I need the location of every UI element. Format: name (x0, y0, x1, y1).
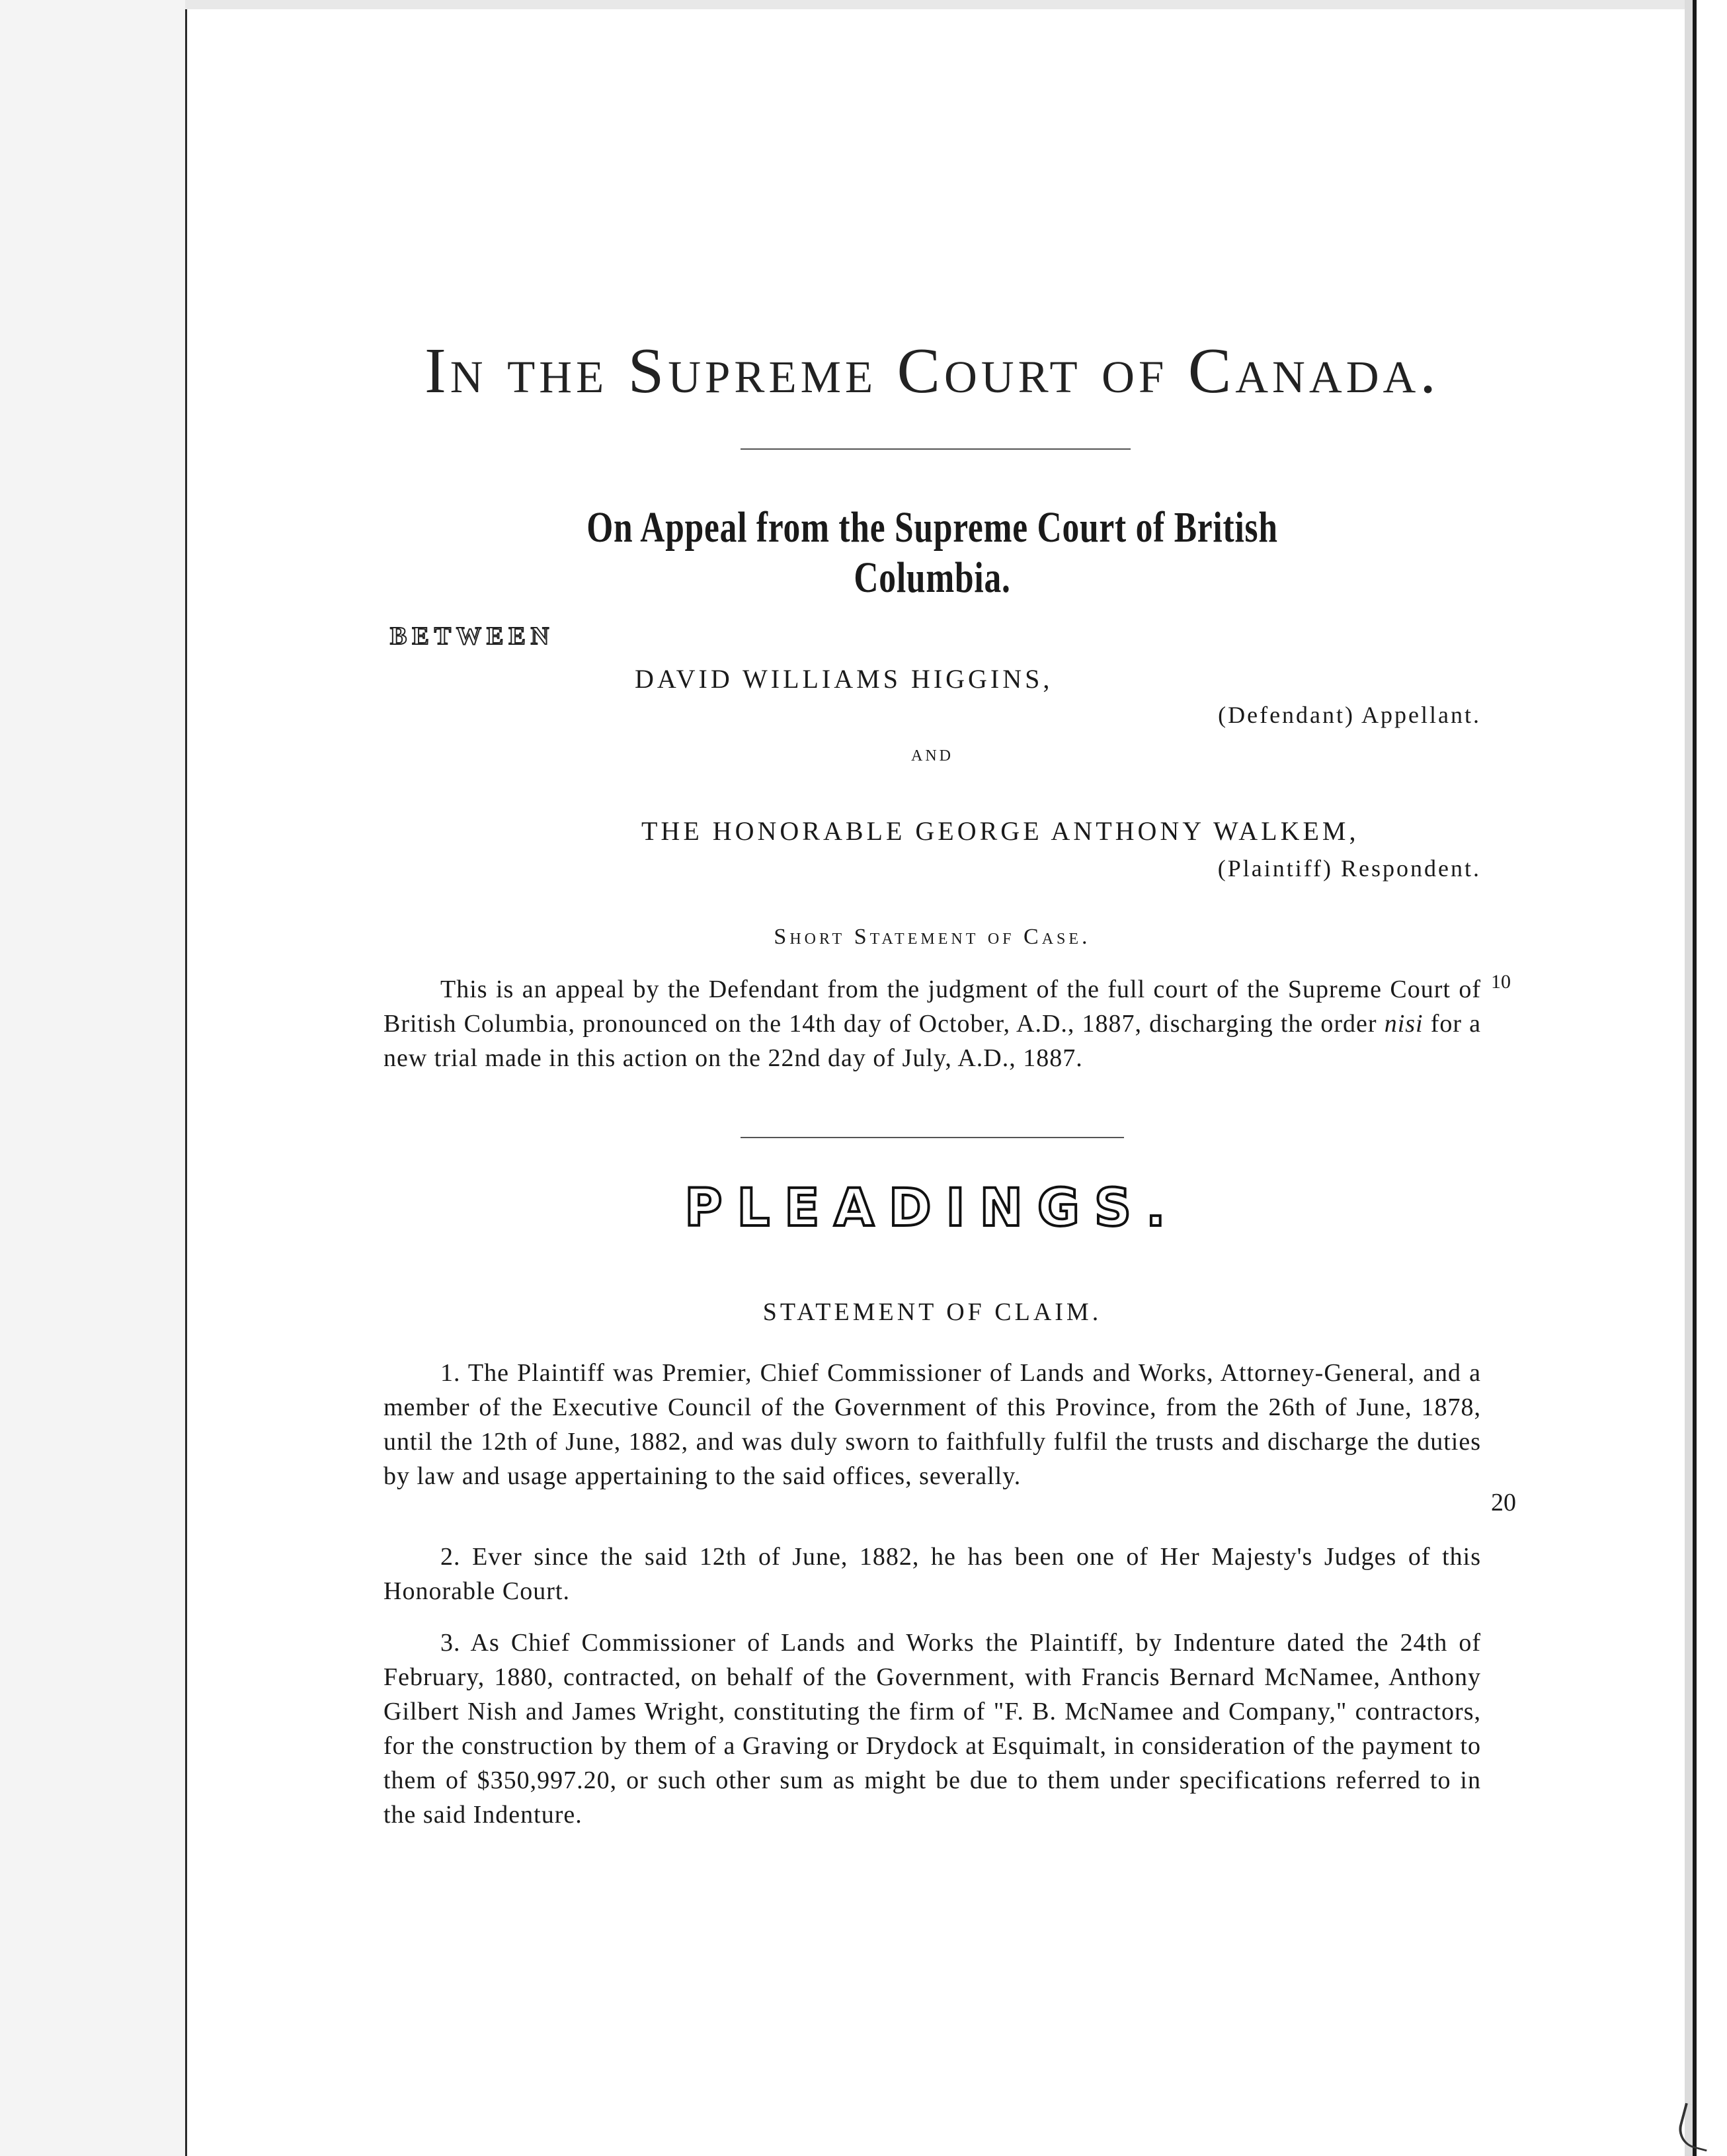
claim-paragraph-2 (383, 1540, 1481, 1608)
between-label: BETWEEN (390, 622, 555, 650)
respondent-name: THE HONORABLE GEORGE ANTHONY WALKEM, (641, 816, 1359, 846)
appellant-name: DAVID WILLIAMS HIGGINS, (635, 664, 1053, 694)
short-statement-text-end: for a new trial made in this action on the 22nd day of July, A.D., 1887. (383, 1010, 1481, 1072)
court-title: In the Supreme Court of Canada. (424, 335, 1440, 407)
short-statement-text-start: This is an appeal by the Defendant from the judgment of the full court of the Supreme Court of British Columbia, pronounced on the 14th day of October, A.D., 1887, discharging the order (383, 975, 1481, 1038)
right-edge-shadow (1685, 0, 1693, 2156)
line-number-20: 20 (1491, 1489, 1516, 1516)
appellant-role: (Defendant) Appellant. (1218, 702, 1481, 728)
appeal-title: On Appeal from the Supreme Court of British Columbia. (586, 503, 1278, 602)
claim-paragraph-1-text: 1. The Plaintiff was Premier, Chief Commissioner of Lands and Works, Attorney-General, and a member of the Executive Council of the Government of this Province, from the 26th of June, 1878, until the 12th of June, 1882, and was duly sworn to faithfully fulfil the trusts and discharge the duties by law and usage appertaining to the said offices, severally. (383, 1359, 1481, 1490)
document-page (383, 0, 1516, 2156)
short-statement-text (383, 972, 1481, 1075)
claim-paragraph-3 (383, 1626, 1481, 1832)
and-label: AND (911, 747, 953, 765)
nisi-term: nisi (1384, 1010, 1424, 1038)
line-number-10: 10 (1491, 971, 1511, 993)
claim-paragraph-3-text: 3. As Chief Commissioner of Lands and Works the Plaintiff, by Indenture dated the 24th of February, 1880, contracted, on behalf of the Government, with Francis Bernard McNamee, Anthony Gilbert Nish and James Wright, constituting the firm of "F. B. McNamee and Company," contractors, for the construction by them of a Graving or Drydock at Esquimalt, in consideration of the payment to them of $350,997.20, or such other sum as might be due to them under specifications referred to in the said Indenture. (383, 1629, 1481, 1829)
right-page-edge (1693, 0, 1697, 2156)
claim-paragraph-1 (383, 1356, 1481, 1493)
section-divider (741, 1137, 1124, 1138)
title-divider (741, 448, 1131, 450)
pleadings-heading: PLEADINGS. (684, 1179, 1180, 1238)
facing-page-strip (0, 0, 187, 2156)
short-statement-heading: Short Statement of Case. (774, 925, 1091, 949)
claim-paragraph-2-text: 2. Ever since the said 12th of June, 1882, he has been one of Her Majesty's Judges of this Honorable Court. (383, 1543, 1481, 1605)
statement-of-claim-heading: STATEMENT OF CLAIM. (762, 1298, 1102, 1326)
respondent-role: (Plaintiff) Respondent. (1217, 855, 1481, 882)
page-curl-mark (1675, 2103, 1718, 2152)
